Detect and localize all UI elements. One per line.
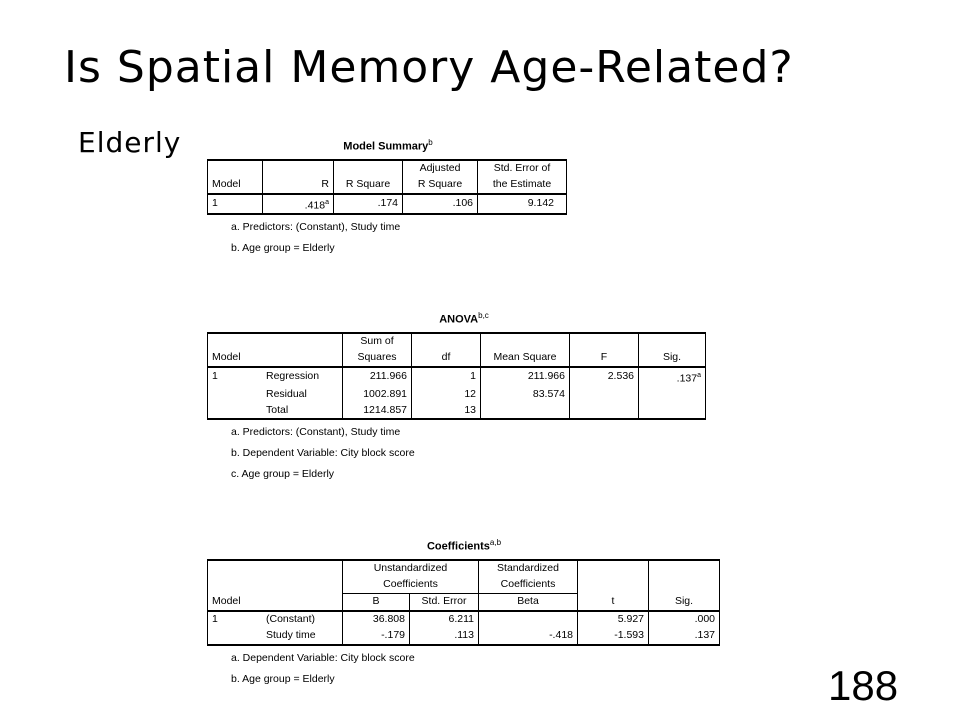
footnote: a. Dependent Variable: City block score	[231, 651, 415, 664]
cell-t: 5.927	[578, 611, 649, 628]
cell-se: 9.142	[478, 194, 567, 215]
footnote: b. Age group = Elderly	[231, 672, 335, 685]
cell-term: Study time	[262, 628, 343, 645]
footnote: b. Age group = Elderly	[231, 242, 335, 255]
cell-se: .113	[410, 628, 479, 645]
header-adj-1: Adjusted	[403, 160, 478, 177]
anova-caption	[207, 311, 721, 326]
coefficients-caption-sup: a,b	[489, 538, 502, 547]
header-std-1: Standardized	[479, 560, 578, 577]
header-model: Model	[212, 351, 241, 364]
cell-sig: .000	[694, 613, 715, 626]
anova-table	[207, 332, 706, 421]
cell-model: 1	[212, 613, 218, 626]
cell-r-square: .174	[334, 194, 403, 215]
cell-se: 6.211	[410, 611, 479, 628]
table-row	[208, 402, 706, 419]
coefficients-block	[207, 538, 721, 694]
header-r-square: R Square	[334, 177, 403, 194]
cell-r: .418	[304, 199, 326, 212]
cell-beta: -.418	[479, 628, 578, 645]
cell-b: -.179	[343, 628, 410, 645]
header-se-2: the Estimate	[492, 178, 552, 191]
cell-r-sup: a	[325, 198, 329, 206]
cell-sig-sup: a	[697, 371, 701, 379]
header-r: R	[263, 177, 334, 194]
header-model: Model	[208, 177, 263, 194]
cell-ss: 1002.891	[343, 386, 412, 402]
model-summary-table	[207, 159, 567, 216]
footnote: b. Dependent Variable: City block score	[231, 447, 415, 460]
model-summary-block	[207, 138, 569, 263]
cell-df: 13	[412, 402, 481, 419]
model-summary-caption	[207, 138, 569, 153]
cell-source: Total	[262, 402, 343, 419]
model-summary-caption-sup: b	[428, 138, 433, 147]
table-row	[208, 386, 706, 402]
header-ss-2: Squares	[343, 350, 412, 367]
cell-term: (Constant)	[262, 611, 343, 628]
cell-f: 2.536	[570, 367, 639, 387]
cell-ms: 83.574	[481, 386, 570, 402]
header-se: Std. Error	[410, 593, 479, 611]
header-ss-1: Sum of	[343, 333, 412, 350]
anova-block	[207, 311, 721, 489]
table-row	[208, 194, 567, 215]
coefficients-caption	[207, 538, 721, 553]
coefficients-title: Coefficients	[426, 540, 490, 553]
header-adj-2: R Square	[403, 177, 478, 194]
footnote: a. Predictors: (Constant), Study time	[231, 426, 401, 439]
model-summary-title: Model Summary	[343, 140, 429, 153]
cell-ms: 211.966	[481, 367, 570, 387]
model-summary-notes	[231, 221, 569, 254]
coefficients-notes	[231, 652, 721, 685]
header-b: B	[343, 593, 410, 611]
cell-df: 1	[412, 367, 481, 387]
header-f: F	[570, 350, 639, 367]
anova-caption-sup: b,c	[478, 311, 489, 320]
footnote: a. Predictors: (Constant), Study time	[231, 221, 401, 234]
cell-ss: 1214.857	[343, 402, 412, 419]
anova-notes	[231, 426, 721, 480]
header-std-2: Coefficients	[479, 577, 578, 594]
header-unstd-2: Coefficients	[343, 577, 479, 594]
cell-source: Regression	[262, 367, 343, 387]
header-sig: Sig.	[662, 351, 682, 364]
coefficients-table	[207, 559, 720, 646]
cell-df: 12	[412, 386, 481, 402]
cell-ss: 211.966	[343, 367, 412, 387]
cell-adj-r-square: .106	[403, 194, 478, 215]
slide-subtitle: Elderly	[78, 126, 182, 159]
cell-t: -1.593	[578, 628, 649, 645]
cell-source: Residual	[262, 386, 343, 402]
header-se-1: Std. Error of	[493, 162, 551, 175]
cell-beta	[479, 611, 578, 628]
header-t: t	[578, 593, 649, 611]
header-model: Model	[212, 594, 241, 607]
table-row	[208, 611, 720, 628]
header-unstd-1: Unstandardized	[343, 560, 479, 577]
cell-sig: .137	[649, 628, 720, 645]
header-ms: Mean Square	[481, 350, 570, 367]
cell-sig: .137	[676, 372, 698, 385]
slide-title: Is Spatial Memory Age-Related?	[64, 42, 794, 93]
table-row	[208, 367, 706, 387]
cell-model: 1	[212, 370, 218, 383]
cell-model: 1	[208, 194, 263, 215]
footnote: c. Age group = Elderly	[231, 468, 335, 481]
anova-title: ANOVA	[439, 313, 479, 326]
cell-b: 36.808	[343, 611, 410, 628]
slide-number: 188	[828, 662, 899, 709]
header-beta: Beta	[479, 593, 578, 611]
table-row	[208, 628, 720, 645]
header-sig: Sig.	[674, 594, 694, 607]
header-df: df	[412, 350, 481, 367]
